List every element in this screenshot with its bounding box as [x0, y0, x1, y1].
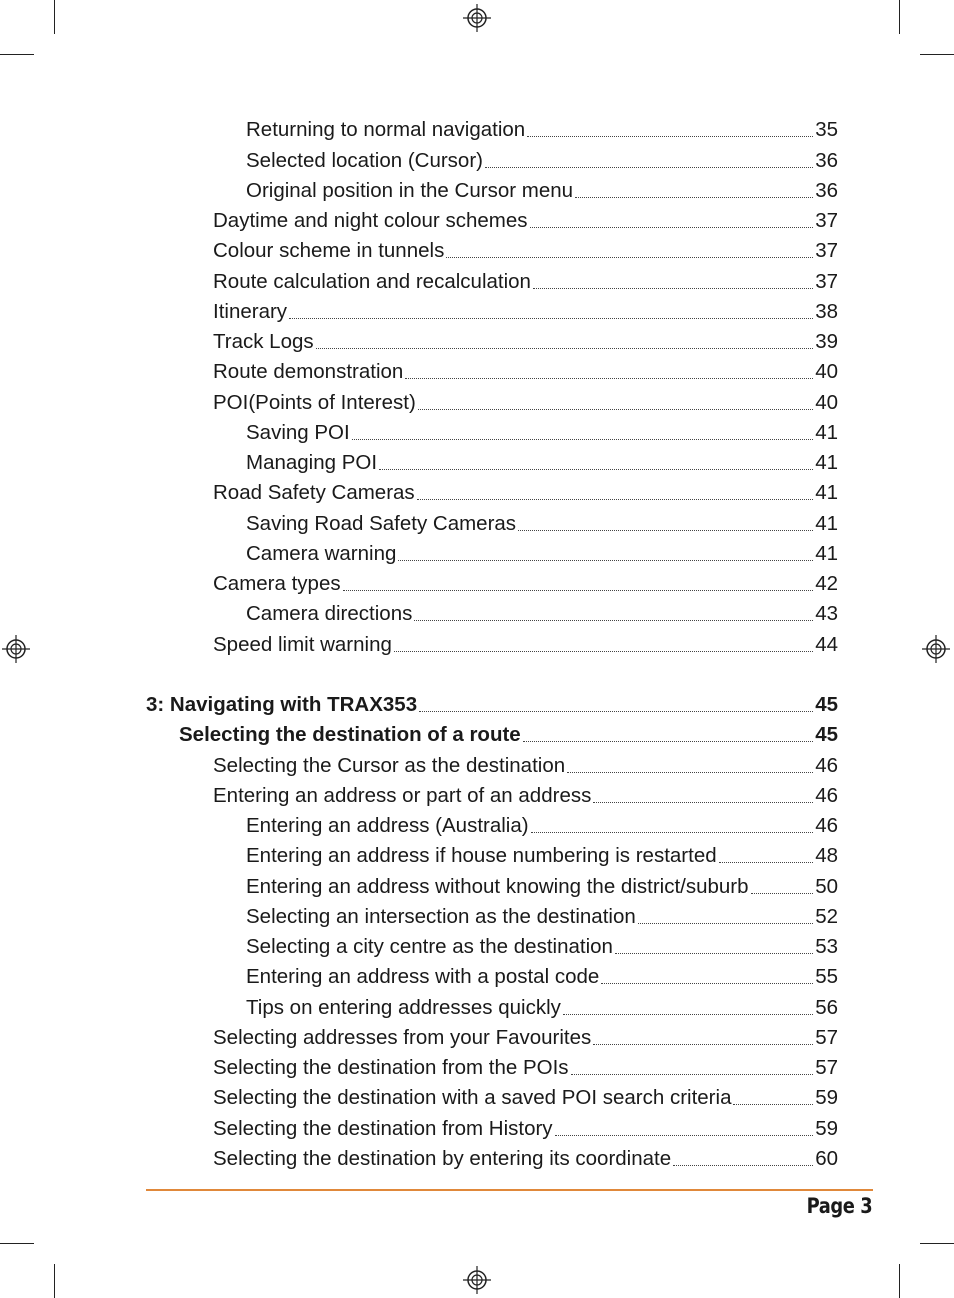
toc-entry-page: 45: [815, 723, 838, 746]
dot-leader: [531, 832, 814, 833]
toc-entry-page: 48: [815, 844, 838, 867]
toc-entry[interactable]: [246, 536, 838, 566]
toc-entry[interactable]: [213, 1080, 838, 1110]
toc-entry[interactable]: [246, 990, 838, 1020]
toc-entry-page: 41: [815, 451, 838, 474]
page-number: Page 3: [806, 1194, 872, 1218]
toc-entry-page: 60: [815, 1147, 838, 1170]
dot-leader: [719, 862, 814, 863]
toc-entry-page: 41: [815, 421, 838, 444]
registration-mark-icon: [463, 1266, 491, 1294]
dot-leader: [751, 893, 814, 894]
dot-leader: [379, 469, 813, 470]
dot-leader: [316, 348, 814, 349]
toc-entry-page: 45: [815, 693, 838, 716]
dot-leader: [485, 167, 813, 168]
dot-leader: [343, 590, 814, 591]
toc-entry-title: Selecting the destination by entering its coordinate: [213, 1147, 672, 1170]
toc-entry[interactable]: [246, 173, 838, 203]
dot-leader: [289, 318, 813, 319]
toc-entry[interactable]: [246, 808, 838, 838]
toc-entry-title: Saving Road Safety Cameras: [246, 512, 517, 535]
crop-mark: [54, 0, 55, 34]
toc-entry-page: 40: [815, 360, 838, 383]
toc-entry[interactable]: [246, 596, 838, 626]
toc-entry-title: Camera types: [213, 572, 341, 595]
dot-leader: [405, 378, 813, 379]
dot-leader: [394, 651, 813, 652]
toc-entry-page: 37: [815, 270, 838, 293]
toc-entry[interactable]: [246, 838, 838, 868]
toc-entry[interactable]: [213, 354, 838, 384]
toc-entry[interactable]: [213, 1111, 838, 1141]
crop-mark: [899, 1264, 900, 1298]
dot-leader: [638, 923, 813, 924]
toc-entry-title: Route demonstration: [213, 360, 404, 383]
toc-entry[interactable]: [213, 294, 838, 324]
crop-mark: [54, 1264, 55, 1298]
toc-entry-title: 3: Navigating with TRAX353: [146, 693, 418, 716]
toc-entry-title: Daytime and night colour schemes: [213, 209, 528, 232]
toc-entry[interactable]: [213, 264, 838, 294]
dot-leader: [446, 257, 813, 258]
toc-entry-page: 57: [815, 1056, 838, 1079]
dot-leader: [533, 288, 813, 289]
toc-entry-page: 46: [815, 814, 838, 837]
toc-entry[interactable]: [179, 717, 838, 747]
toc-entry-title: POI(Points of Interest): [213, 391, 416, 414]
toc-entry-page: 39: [815, 330, 838, 353]
toc-entry-page: 41: [815, 542, 838, 565]
dot-leader: [518, 530, 813, 531]
toc-entry-page: 53: [815, 935, 838, 958]
toc-entry-page: 46: [815, 754, 838, 777]
dot-leader: [593, 802, 813, 803]
toc-entry[interactable]: [246, 143, 838, 173]
toc-entry-title: Original position in the Cursor menu: [246, 179, 574, 202]
toc-entry-title: Selecting the Cursor as the destination: [213, 754, 566, 777]
toc-entry[interactable]: [213, 203, 838, 233]
toc-entry-title: Itinerary: [213, 300, 288, 323]
toc-entry-title: Selecting the destination from the POIs: [213, 1056, 569, 1079]
toc-entry[interactable]: [213, 233, 838, 263]
dot-leader: [530, 227, 814, 228]
toc-entry-title: Selecting an intersection as the destination: [246, 905, 636, 928]
toc-entry[interactable]: [246, 899, 838, 929]
toc-entry-title: Selecting the destination from History: [213, 1117, 553, 1140]
toc-entry-title: Managing POI: [246, 451, 378, 474]
toc-entry-title: Camera directions: [246, 602, 413, 625]
dot-leader: [575, 197, 813, 198]
dot-leader: [352, 439, 813, 440]
registration-mark-icon: [2, 635, 30, 663]
toc-entry-page: 36: [815, 149, 838, 172]
toc-entry-title: Entering an address with a postal code: [246, 965, 600, 988]
toc-entry[interactable]: [213, 627, 838, 657]
toc-entry[interactable]: [246, 959, 838, 989]
toc-entry-title: Road Safety Cameras: [213, 481, 415, 504]
dot-leader: [673, 1165, 813, 1166]
toc-entry-page: 35: [815, 118, 838, 141]
toc-entry-title: Speed limit warning: [213, 633, 392, 656]
registration-mark-icon: [922, 635, 950, 663]
toc-entry[interactable]: [213, 385, 838, 415]
toc-entry[interactable]: [213, 566, 838, 596]
crop-mark: [920, 54, 954, 55]
toc-entry-page: 43: [815, 602, 838, 625]
toc-entry-title: Selecting the destination of a route: [179, 723, 521, 746]
toc-entry-title: Entering an address or part of an address: [213, 784, 592, 807]
toc-entry-title: Saving POI: [246, 421, 350, 444]
toc-entry-page: 37: [815, 239, 838, 262]
toc-entry-page: 59: [815, 1117, 838, 1140]
dot-leader: [733, 1104, 813, 1105]
toc-entry-title: Track Logs: [213, 330, 314, 353]
toc-entry-title: Returning to normal navigation: [246, 118, 526, 141]
toc-entry-page: 44: [815, 633, 838, 656]
toc-entry-page: 41: [815, 481, 838, 504]
toc-entry-page: 41: [815, 512, 838, 535]
footer-rule: [146, 1189, 873, 1191]
dot-leader: [398, 560, 813, 561]
toc-entry[interactable]: [246, 445, 838, 475]
dot-leader: [571, 1074, 814, 1075]
crop-mark: [0, 54, 34, 55]
toc-entry-page: 38: [815, 300, 838, 323]
dot-leader: [615, 953, 813, 954]
dot-leader: [555, 1135, 814, 1136]
toc-entry[interactable]: [213, 1050, 838, 1080]
toc-entry-title: Selected location (Cursor): [246, 149, 483, 172]
toc-entry[interactable]: [146, 687, 838, 717]
toc-entry-page: 36: [815, 179, 838, 202]
toc-entry[interactable]: [213, 778, 838, 808]
toc-entry-page: 50: [815, 875, 838, 898]
toc-entry-title: Selecting the destination with a saved POI search criteria: [213, 1086, 732, 1109]
toc-entry-page: 56: [815, 996, 838, 1019]
toc-entry[interactable]: [213, 748, 838, 778]
toc-entry[interactable]: [246, 506, 838, 536]
toc-entry[interactable]: [213, 1020, 838, 1050]
toc-entry-title: Entering an address without knowing the district/suburb: [246, 875, 749, 898]
toc-entry-title: Camera warning: [246, 542, 397, 565]
toc-entry[interactable]: [213, 475, 838, 505]
toc-entry-page: 57: [815, 1026, 838, 1049]
dot-leader: [418, 409, 813, 410]
crop-mark: [899, 0, 900, 34]
toc-entry[interactable]: [246, 112, 838, 142]
dot-leader: [593, 1044, 813, 1045]
toc-entry-title: Entering an address if house numbering is restarted: [246, 844, 717, 867]
registration-mark-icon: [463, 4, 491, 32]
toc-entry-page: 46: [815, 784, 838, 807]
toc-entry-title: Route calculation and recalculation: [213, 270, 531, 293]
dot-leader: [527, 136, 813, 137]
dot-leader: [417, 499, 814, 500]
dot-leader: [567, 772, 813, 773]
dot-leader: [419, 711, 813, 712]
toc-entry-title: Selecting a city centre as the destination: [246, 935, 613, 958]
crop-mark: [0, 1243, 34, 1244]
toc-entry-title: Colour scheme in tunnels: [213, 239, 445, 262]
toc-entry-page: 55: [815, 965, 838, 988]
toc-entry-title: Selecting addresses from your Favourites: [213, 1026, 592, 1049]
crop-mark: [920, 1243, 954, 1244]
toc-entry-page: 37: [815, 209, 838, 232]
toc-entry[interactable]: [213, 324, 838, 354]
toc-entry-page: 59: [815, 1086, 838, 1109]
dot-leader: [601, 983, 813, 984]
dot-leader: [523, 741, 813, 742]
toc-entry-page: 42: [815, 572, 838, 595]
toc-entry-page: 52: [815, 905, 838, 928]
toc-entry[interactable]: [213, 1141, 838, 1171]
dot-leader: [414, 620, 813, 621]
dot-leader: [563, 1014, 813, 1015]
toc-entry-title: Entering an address (Australia): [246, 814, 529, 837]
toc-entry[interactable]: [246, 415, 838, 445]
toc-entry[interactable]: [246, 929, 838, 959]
toc-entry-page: 40: [815, 391, 838, 414]
toc-entry[interactable]: [246, 869, 838, 899]
toc-entry-title: Tips on entering addresses quickly: [246, 996, 561, 1019]
